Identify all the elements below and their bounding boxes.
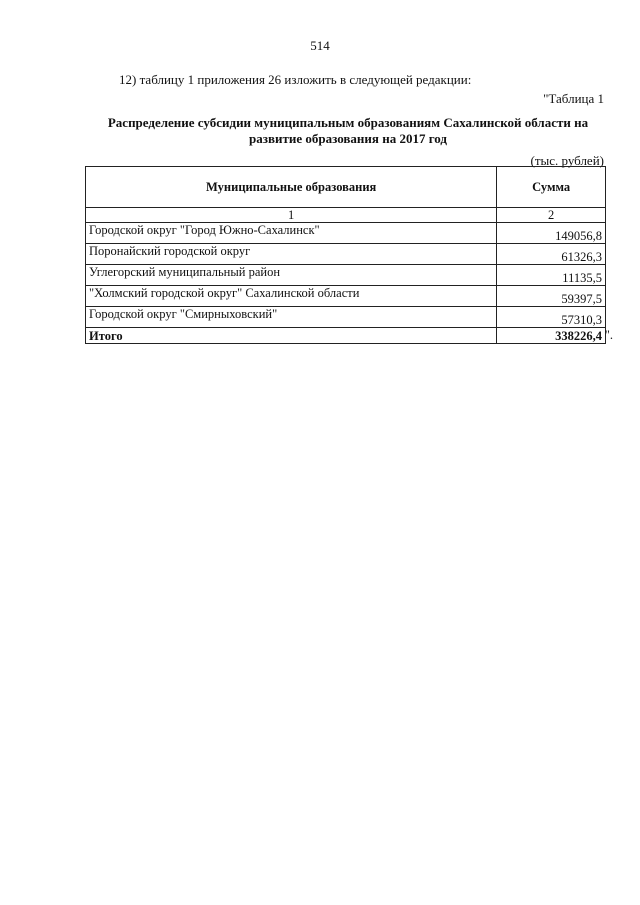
- header-municipalities: Муниципальные образования: [86, 167, 497, 208]
- table-row: [86, 244, 606, 265]
- subsidy-table: [85, 166, 613, 344]
- column-number: 2: [497, 208, 606, 223]
- table-row: [86, 286, 606, 307]
- closing-mark: ".: [604, 328, 613, 342]
- column-number: 1: [86, 208, 497, 223]
- units-label: (тыс. рублей): [530, 153, 604, 168]
- municipality-name: Городской округ "Город Южно-Сахалинск": [86, 223, 497, 244]
- municipality-name: Поронайский городской округ: [86, 244, 497, 265]
- subsidy-sum: 11135,5: [497, 265, 606, 286]
- total-sum-cell: [497, 328, 613, 344]
- table-row: [86, 223, 606, 244]
- table-row: [86, 265, 606, 286]
- subsidy-sum: 149056,8: [497, 223, 606, 244]
- subsidy-sum: 57310,3: [497, 307, 606, 328]
- municipality-name: Углегорский муниципальный район: [86, 265, 497, 286]
- municipality-name: Городской округ "Смирныховский": [86, 307, 497, 328]
- table-header-row: [86, 167, 606, 208]
- subsidy-sum: 61326,3: [497, 244, 606, 265]
- municipality-name: "Холмский городской округ" Сахалинской области: [86, 286, 497, 307]
- table-caption: "Таблица 1: [543, 91, 604, 106]
- intro-text: 12) таблицу 1 приложения 26 изложить в следующей редакции:: [119, 72, 472, 87]
- total-label: Итого: [86, 328, 497, 344]
- document-title: Распределение субсидии муниципальным образованиям Сахалинской области на развитие образования на 2017 год: [107, 115, 589, 146]
- header-sum: Сумма: [497, 167, 606, 208]
- column-number-row: [86, 208, 606, 223]
- total-sum: 338226,4: [555, 328, 602, 343]
- table-row: [86, 307, 606, 328]
- subsidy-sum: 59397,5: [497, 286, 606, 307]
- page-number: 514: [310, 38, 330, 53]
- total-row: [86, 328, 606, 344]
